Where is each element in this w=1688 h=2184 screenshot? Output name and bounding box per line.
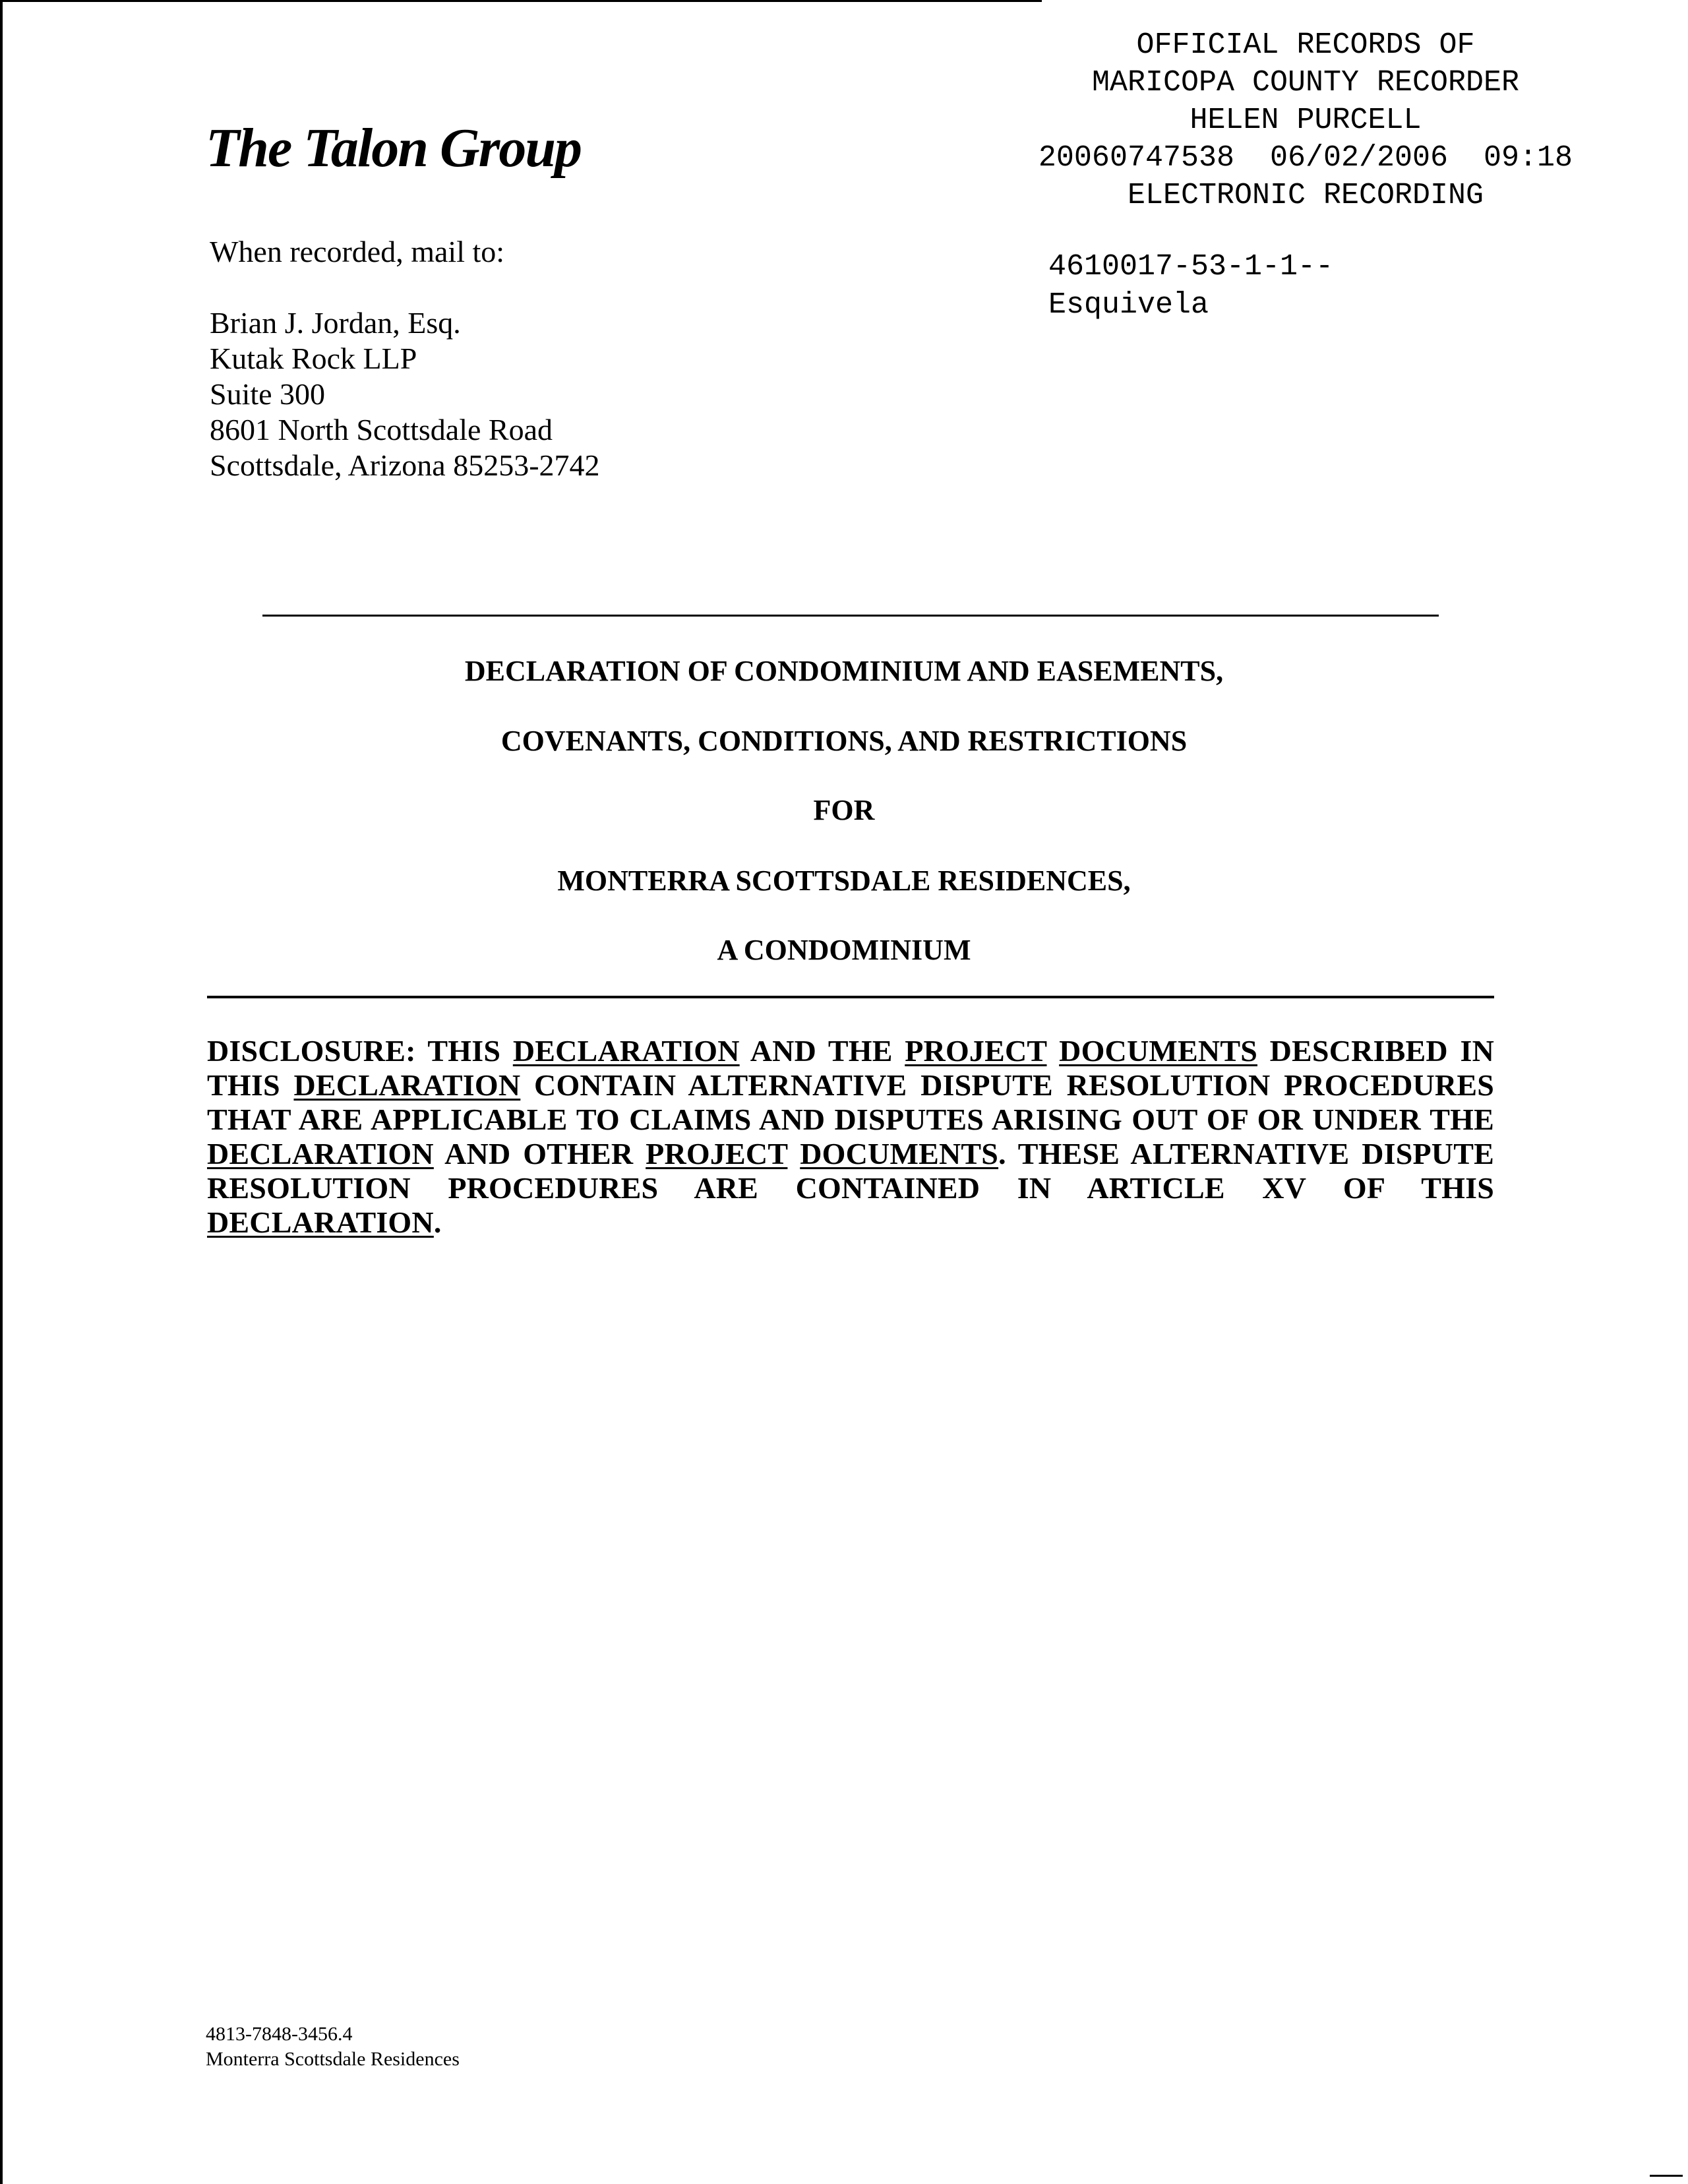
disclosure-text: CONTAIN ALTERNATIVE DISPUTE RESOLUTION PROCEDURES THAT ARE APPLICABLE TO CLAIMS AND DISPUTES ARISING OUT OF OR UNDER THE — [207, 1068, 1494, 1136]
defined-term: DECLARATION — [293, 1068, 521, 1102]
defined-term: PROJECT — [646, 1137, 788, 1170]
scan-edge-left — [0, 0, 3, 2184]
mail-to-label: When recorded, mail to: — [210, 235, 505, 268]
disclosure-text: DISCLOSURE: THIS — [207, 1034, 513, 1068]
footer-project-name: Monterra Scottsdale Residences — [206, 2048, 460, 2070]
defined-term: DOCUMENTS — [800, 1137, 999, 1170]
disclosure-text — [787, 1137, 800, 1170]
recording-stamp — [1048, 248, 1333, 324]
recorder-line: 20060747538 06/02/2006 09:18 — [1038, 141, 1573, 175]
address-line: Suite 300 — [210, 377, 326, 411]
stamp-line: Esquivela — [1048, 288, 1209, 322]
title-line: MONTERRA SCOTTSDALE RESIDENCES, — [557, 864, 1131, 897]
defined-term: DOCUMENTS — [1059, 1034, 1257, 1068]
recorder-line: HELEN PURCELL — [1190, 104, 1422, 137]
recorder-line: ELECTRONIC RECORDING — [1127, 179, 1484, 212]
address-line: Kutak Rock LLP — [210, 342, 417, 375]
page-footer — [206, 2022, 460, 2072]
defined-term: DECLARATION — [512, 1034, 740, 1068]
title-line: DECLARATION OF CONDOMINIUM AND EASEMENTS, — [464, 655, 1224, 687]
title-line: COVENANTS, CONDITIONS, AND RESTRICTIONS — [500, 725, 1188, 757]
disclosure-text: . — [433, 1205, 442, 1239]
footer-doc-number: 4813-7848-3456.4 — [206, 2023, 353, 2045]
scan-artifact-dash — [1650, 2175, 1683, 2177]
company-logo: The Talon Group — [206, 117, 582, 179]
recorder-line: MARICOPA COUNTY RECORDER — [1091, 66, 1520, 100]
title-line: FOR — [813, 794, 875, 826]
defined-term: DECLARATION — [207, 1205, 434, 1239]
disclosure-text: . THESE ALTERNATIVE DISPUTE RESOLUTION PROCEDURES ARE CONTAINED IN ARTICLE XV OF THIS — [207, 1137, 1494, 1205]
bottom-divider — [207, 996, 1494, 998]
scan-edge-top — [0, 0, 1042, 2]
disclosure-text — [1047, 1034, 1060, 1068]
defined-term: DECLARATION — [207, 1137, 434, 1170]
top-divider — [262, 615, 1439, 617]
disclosure-text: DESCRIBED IN THIS — [207, 1034, 1495, 1102]
mail-to-address — [210, 305, 600, 483]
address-line: 8601 North Scottsdale Road — [210, 413, 553, 446]
recorder-line: OFFICIAL RECORDS OF — [1136, 28, 1475, 62]
stamp-line: 4610017-53-1-1-- — [1048, 250, 1334, 284]
address-line: Scottsdale, Arizona 85253-2742 — [210, 448, 600, 482]
disclosure-text: AND THE — [739, 1034, 905, 1068]
address-line: Brian J. Jordan, Esq. — [210, 306, 461, 340]
recorder-block — [976, 26, 1635, 214]
title-line: A CONDOMINIUM — [717, 934, 971, 966]
disclosure-paragraph — [207, 1034, 1494, 1240]
disclosure-text: AND OTHER — [433, 1137, 646, 1170]
defined-term: PROJECT — [905, 1034, 1047, 1068]
